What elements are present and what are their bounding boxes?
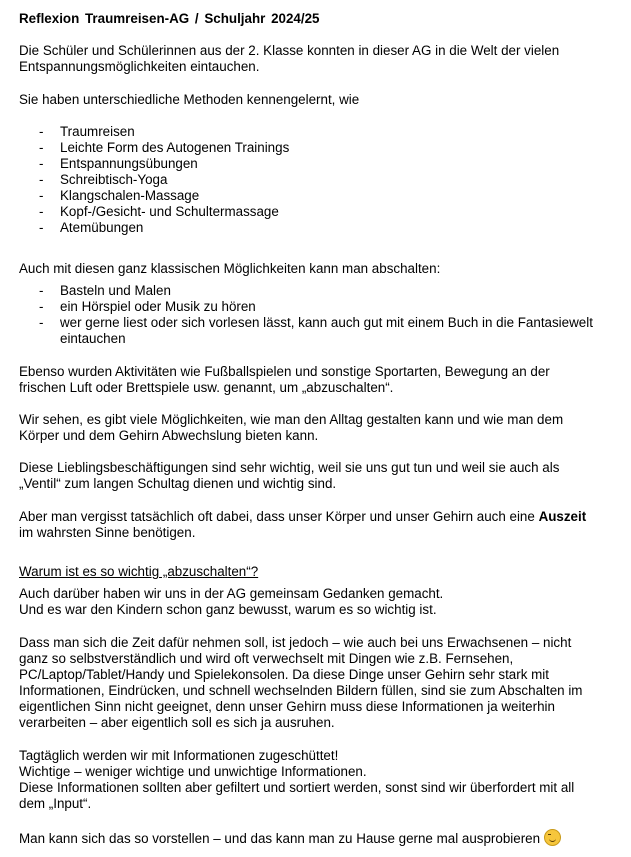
time-line-2: ganz so selbstverständlich und wird oft verwechselt mit Dingen wie z.B. Fernsehen, bbox=[19, 651, 514, 666]
winking-smiley-icon bbox=[544, 829, 561, 846]
timeout-line-1: Aber man vergisst tatsächlich oft dabei, dass unser Körper und unser Gehirn auch eine Auszeit bbox=[19, 509, 587, 524]
time-line-5: eigentlichen Sinn nicht geeignet, denn unser Gehirn muss diese Informationen ja weiterhin bbox=[19, 699, 555, 714]
timeout-emphasis: Auszeit bbox=[538, 509, 587, 524]
info-line-2: Wichtige – weniger wichtige und unwichtige Informationen. bbox=[19, 764, 367, 779]
sport-line-2: frischen Luft oder Brettspiele usw. genannt, um „abzuschalten“. bbox=[19, 380, 394, 395]
favorites-line-2: „Ventil“ zum langen Schultag dienen und wichtig sind. bbox=[19, 476, 337, 491]
why-line-2: Und es war den Kindern schon ganz bewusst, warum es so wichtig ist. bbox=[19, 602, 437, 617]
why-line-1: Auch darüber haben wir uns in der AG gemeinsam Gedanken gemacht. bbox=[19, 586, 444, 601]
document-title: Reflexion Traumreisen-AG / Schuljahr 2024/25 bbox=[19, 11, 320, 26]
classic-intro: Auch mit diesen ganz klassischen Möglichkeiten kann man abschalten: bbox=[19, 261, 441, 276]
intro-line-2: Entspannungsmöglichkeiten eintauchen. bbox=[19, 59, 260, 74]
info-line-4: dem „Input“. bbox=[19, 796, 92, 811]
methods-intro: Sie haben unterschiedliche Methoden kennengelernt, wie bbox=[19, 92, 360, 107]
time-line-1: Dass man sich die Zeit dafür nehmen soll, ist jedoch – wie auch bei uns Erwachsenen – nicht bbox=[19, 635, 572, 650]
info-line-3: Diese Informationen sollten aber gefiltert und sortiert werden, sonst sind wir überfordert mit all bbox=[19, 780, 575, 795]
section-heading-why: Warum ist es so wichtig „abzuschalten“? bbox=[19, 564, 259, 579]
favorites-line-1: Diese Lieblingsbeschäftigungen sind sehr wichtig, weil sie uns gut tun und weil sie auch als bbox=[19, 460, 560, 475]
options-line-2: Körper und dem Gehirn Abwechslung bieten kann. bbox=[19, 428, 319, 443]
intro-line-1: Die Schüler und Schülerinnen aus der 2. Klasse konnten in dieser AG in die Welt der vielen bbox=[19, 43, 560, 58]
closing-line: Man kann sich das so vorstellen – und das kann man zu Hause gerne mal ausprobieren bbox=[19, 829, 561, 847]
time-line-3: PC/Laptop/Tablet/Handy und Spielekonsolen. Da diese Dinge unser Gehirn sehr stark mit bbox=[19, 667, 549, 682]
time-line-6: verarbeiten – aber eigentlich soll es sich ja ausruhen. bbox=[19, 715, 335, 730]
time-line-4: Informationen, Eindrücken, und schnell wechselnden Bildern füllen, sind sie zum Abschalten im bbox=[19, 683, 583, 698]
sport-line-1: Ebenso wurden Aktivitäten wie Fußballspielen und sonstige Sportarten, Bewegung an der bbox=[19, 364, 550, 379]
timeout-line-2: im wahrsten Sinne benötigen. bbox=[19, 525, 196, 540]
info-line-1: Tagtäglich werden wir mit Informationen zugeschüttet! bbox=[19, 748, 339, 763]
options-line-1: Wir sehen, es gibt viele Möglichkeiten, wie man den Alltag gestalten kann und wie man dem bbox=[19, 412, 564, 427]
